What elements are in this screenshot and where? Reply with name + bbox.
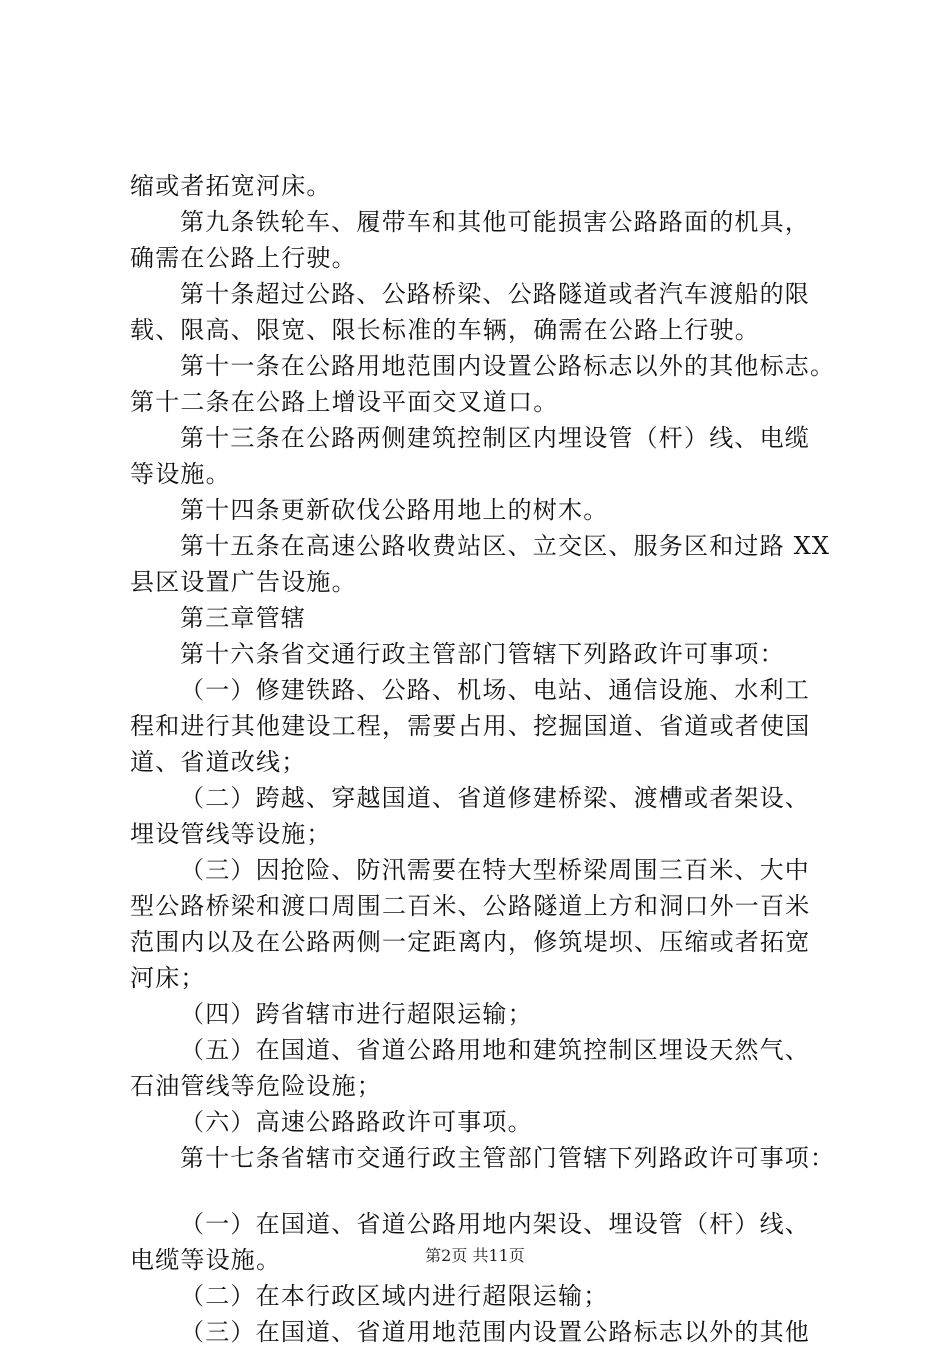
text-line: 等设施。 xyxy=(130,460,231,488)
text-line: 确需在公路上行驶。 xyxy=(130,244,357,272)
text-line: 河床； xyxy=(130,964,206,992)
text-line: （五）在国道、省道公路用地和建筑控制区埋设天然气、 xyxy=(180,1036,810,1064)
text-line: （三）因抢险、防汛需要在特大型桥梁周围三百米、大中 xyxy=(180,856,810,884)
text-line: 电缆等设施。 xyxy=(130,1246,282,1274)
text-line: 程和进行其他建设工程，需要占用、挖掘国道、省道或者使国 xyxy=(130,712,811,740)
text-line: 型公路桥梁和渡口周围二百米、公路隧道上方和洞口外一百米 xyxy=(130,892,811,920)
text-line: 第十六条省交通行政主管部门管辖下列路政许可事项： xyxy=(180,640,785,668)
text-line: （一）修建铁路、公路、机场、电站、通信设施、水利工 xyxy=(180,676,810,704)
text-line: 第十条超过公路、公路桥梁、公路隧道或者汽车渡船的限 xyxy=(180,280,810,308)
text-line: 第九条铁轮车、履带车和其他可能损害公路路面的机具， xyxy=(180,208,810,236)
page-number-footer: 第2页 共11页 xyxy=(425,1246,525,1265)
text-line: 缩或者拓宽河床。 xyxy=(130,172,332,200)
text-line: 第十三条在公路两侧建筑控制区内埋设管（杆）线、电缆 xyxy=(180,424,810,452)
text-line: （二）在本行政区域内进行超限运输； xyxy=(180,1282,609,1310)
text-line: 县区设置广告设施。 xyxy=(130,568,357,596)
text-line: 石油管线等危险设施； xyxy=(130,1072,382,1100)
text-line: （一）在国道、省道公路用地内架设、埋设管（杆）线、 xyxy=(180,1210,810,1238)
text-line: 第十四条更新砍伐公路用地上的树木。 xyxy=(180,496,609,524)
text-line: 载、限高、限宽、限长标准的车辆，确需在公路上行驶。 xyxy=(130,316,760,344)
text-line: 第十二条在公路上增设平面交叉道口。 xyxy=(130,388,559,416)
text-line: （三）在国道、省道用地范围内设置公路标志以外的其他 xyxy=(180,1318,810,1346)
chapter-heading: 第三章管辖 xyxy=(180,604,306,632)
text-line: （六）高速公路路政许可事项。 xyxy=(180,1108,533,1136)
text-line: 道、省道改线； xyxy=(130,748,307,776)
text-line: 范围内以及在公路两侧一定距离内，修筑堤坝、压缩或者拓宽 xyxy=(130,928,811,956)
text-line: 埋设管线等设施； xyxy=(130,820,332,848)
text-line: 第十七条省辖市交通行政主管部门管辖下列路政许可事项： xyxy=(180,1144,836,1172)
text-line: 第十五条在高速公路收费站区、立交区、服务区和过路 XX xyxy=(180,532,831,560)
text-line: 第十一条在公路用地范围内设置公路标志以外的其他标志。 xyxy=(180,352,836,380)
text-line: （四）跨省辖市进行超限运输； xyxy=(180,1000,533,1028)
text-line: （二）跨越、穿越国道、省道修建桥梁、渡槽或者架设、 xyxy=(180,784,810,812)
